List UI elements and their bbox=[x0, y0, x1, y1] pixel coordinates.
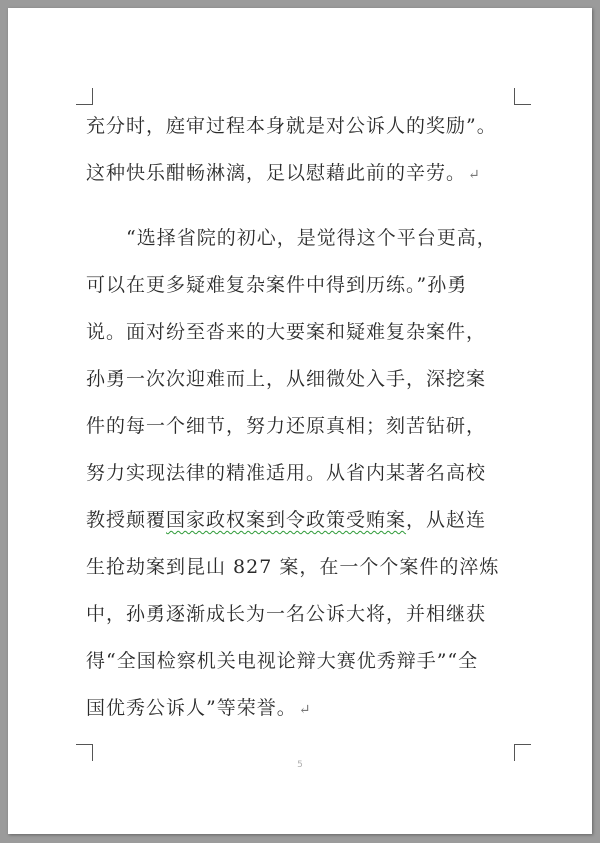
text-line: 孙勇一次次迎难而上，从细微处入手，深挖案 bbox=[86, 368, 487, 390]
text-line: 得“全国检察机关电视论辩大赛优秀辩手”“全 bbox=[86, 650, 479, 672]
text-line: 国优秀公诉人”等荣誉。 ↵ bbox=[86, 697, 312, 719]
text-line: 件的每一个细节，努力还原真相；刻苦钻研， bbox=[86, 415, 487, 437]
paragraph-mark: ↵ bbox=[298, 702, 312, 718]
text-line: 说。面对纷至沓来的大要案和疑难复杂案件， bbox=[86, 321, 487, 343]
top-right-margin-mark bbox=[514, 88, 531, 105]
text-line: 生抢劫案到昆山 827 案，在一个个案件的淬炼 bbox=[86, 556, 500, 578]
document-page[interactable] bbox=[8, 8, 592, 834]
text-line: 努力实现法律的精准适用。从省内某著名高校 bbox=[86, 462, 487, 484]
text-line: 充分时，庭审过程本身就是对公诉人的奖励”。 bbox=[86, 115, 497, 137]
bottom-left-margin-mark bbox=[76, 744, 93, 761]
text-line: 可以在更多疑难复杂案件中得到历练。”孙勇 bbox=[86, 274, 468, 296]
page-number: 5 bbox=[297, 760, 303, 770]
bottom-right-margin-mark bbox=[514, 744, 531, 761]
text-line: 中，孙勇逐渐成长为一名公诉大将，并相继获 bbox=[86, 603, 487, 625]
text-line: “选择省院的初心，是觉得这个平台更高， bbox=[126, 227, 497, 249]
top-left-margin-mark bbox=[76, 88, 93, 105]
text-line: 教授颠覆国家政权案到令政策受贿案，从赵连 bbox=[86, 509, 487, 531]
paragraph-mark: ↵ bbox=[468, 167, 481, 183]
grammar-flagged-text[interactable]: 国家政权案到令政策受贿案 bbox=[166, 509, 407, 531]
text-line: 这种快乐酣畅淋漓，足以慰藉此前的辛劳。 ↵ bbox=[86, 162, 481, 184]
